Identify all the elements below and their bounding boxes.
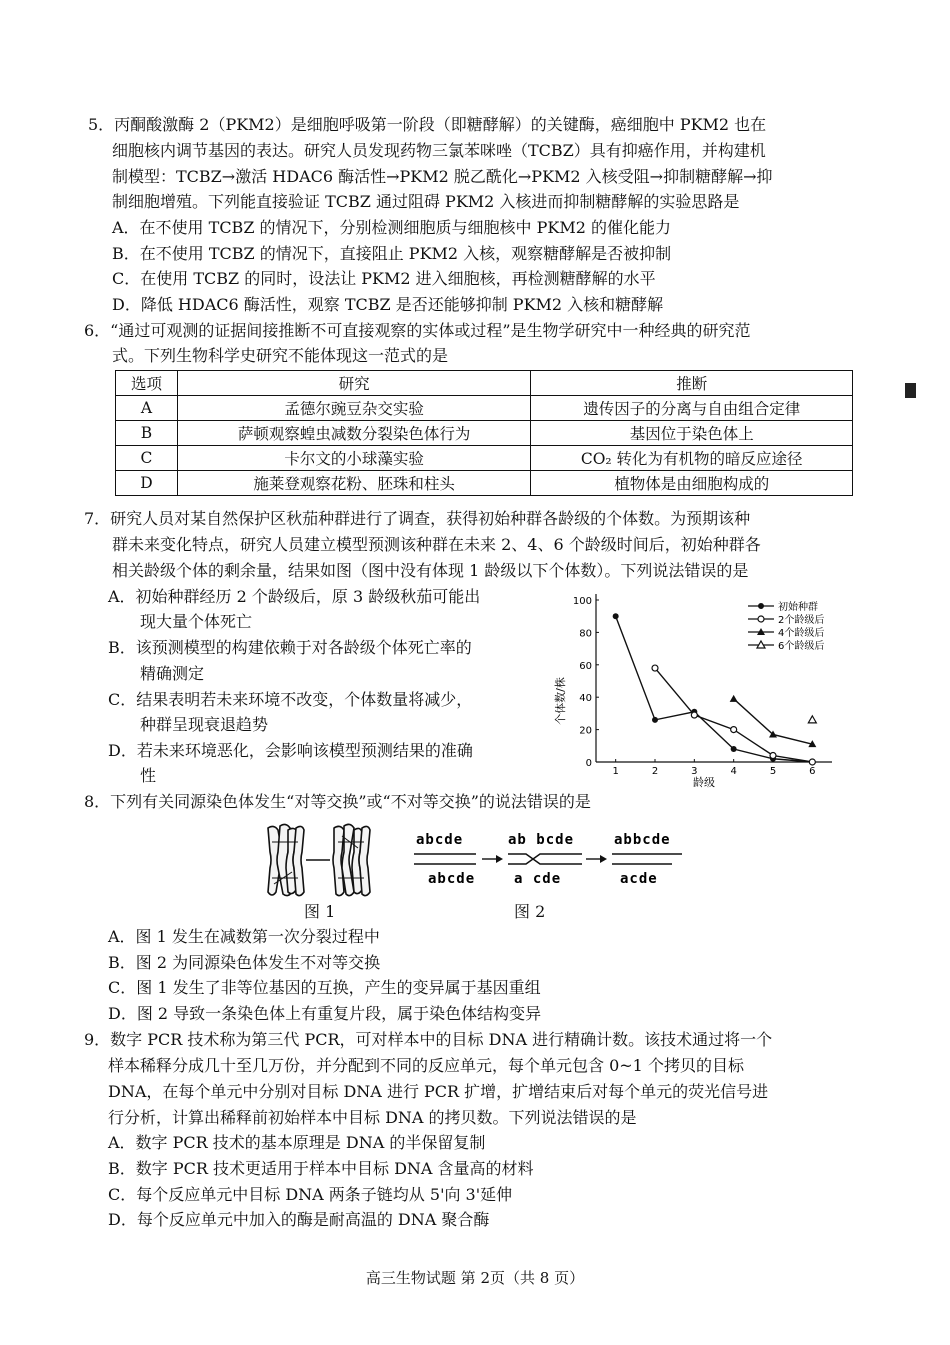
- q7-option-a-cont: 现大量个体死亡: [140, 612, 253, 631]
- q5-stem-line: 5．丙酮酸激酶 2（PKM2）是细胞呼吸第一阶段（即糖酵解）的关键酶，癌细胞中 PKM2 也在: [88, 115, 767, 134]
- data-point: [730, 695, 738, 702]
- q6-stem-line: 式。下列生物科学史研究不能体现这一范式的是: [112, 346, 449, 365]
- q5-stem-line: 制细胞增殖。下列能直接验证 TCBZ 通过阻碍 PKM2 入核进而抑制糖酵解的实验思路是: [112, 192, 740, 211]
- q5-stem-line: 制模型：TCBZ→激活 HDAC6 酶活性→PKM2 脱乙酰化→PKM2 入核受阻→抑制糖酵解→抑: [112, 167, 773, 186]
- x-tick-label: 5: [769, 766, 777, 777]
- q8-option-c: C．图 1 发生了非等位基因的互换，产生的变异属于基因重组: [108, 978, 541, 997]
- legend-label: 初始种群: [778, 602, 818, 613]
- x-tick-label: 2: [651, 766, 659, 777]
- q7-option-c-cont: 种群呈现衰退趋势: [140, 715, 269, 734]
- table-cell: B: [116, 421, 178, 446]
- chart-ylabel: 个体数/株: [554, 677, 567, 725]
- q9-stem-line: DNA，在每个单元中分别对目标 DNA 进行 PCR 扩增，扩增结束后对每个单元的荧光信号进: [108, 1082, 769, 1101]
- fig2-s2-top: ab bcde: [508, 832, 575, 848]
- q7-option-d: D．若未来环境恶化，会影响该模型预测结果的准确: [108, 741, 473, 760]
- legend-label: 4个龄级后: [778, 628, 825, 639]
- arrow-icon: [496, 855, 503, 863]
- q5-option-c: C．在使用 TCBZ 的同时，设法让 PKM2 进入细胞核，再检测糖酵解的水平: [112, 269, 656, 288]
- fig2-s3-bottom: acde: [620, 871, 658, 887]
- table-cell: CO₂ 转化为有机物的暗反应途径: [531, 446, 853, 471]
- data-point: [770, 753, 776, 759]
- table-cell: 遗传因子的分离与自由组合定律: [531, 396, 853, 421]
- q9-option-d: D．每个反应单元中加入的酶是耐高温的 DNA 聚合酶: [108, 1210, 490, 1229]
- q9-stem-line: 样本稀释分成几十至几万份，并分配到不同的反应单元，每个单元包含 0~1 个拷贝的目标: [108, 1056, 744, 1075]
- x-tick-label: 1: [612, 766, 619, 777]
- fig2-s1-top: abcde: [416, 832, 464, 848]
- legend-label: 2个龄级后: [778, 615, 825, 626]
- q8-option-d: D．图 2 导致一条染色体上有重复片段，属于染色体结构变异: [108, 1004, 542, 1023]
- table-cell: 卡尔文的小球藻实验: [177, 446, 531, 471]
- data-point: [731, 746, 737, 752]
- q7-option-a: A．初始种群经历 2 个龄级后，原 3 龄级秋茄可能出: [108, 587, 481, 606]
- q9-stem-line: 行分析，计算出稀释前初始样本中目标 DNA 的拷贝数。下列说法错误的是: [108, 1108, 637, 1127]
- table-cell: 施莱登观察花粉、胚珠和柱头: [177, 471, 531, 496]
- q6-stem-line: 6．“通过可观测的证据间接推断不可直接观察的实体或过程”是生物学研究中一种经典的研究范: [84, 321, 751, 340]
- table-header-cell: 研究: [177, 371, 531, 396]
- table-row: [116, 396, 853, 421]
- y-tick-label: 100: [572, 596, 592, 607]
- q9-stem-line: 9．数字 PCR 技术称为第三代 PCR，可对样本中的目标 DNA 进行精确计数。该技术通过将一个: [84, 1030, 773, 1049]
- q7-option-d-cont: 性: [140, 766, 157, 785]
- y-tick-label: 20: [579, 725, 592, 737]
- table-cell: 孟德尔豌豆杂交实验: [177, 396, 531, 421]
- q8-option-b: B．图 2 为同源染色体发生不对等交换: [108, 953, 381, 972]
- q9-option-c: C．每个反应单元中目标 DNA 两条子链均从 5'向 3'延伸: [108, 1185, 513, 1204]
- q5-option-b: B．在不使用 TCBZ 的情况下，直接阻止 PKM2 入核，观察糖酵解是否被抑制: [112, 244, 672, 263]
- legend-label: 6个龄级后: [778, 641, 825, 652]
- figure-1-chromosomes: [258, 822, 378, 900]
- table-cell: 基因位于染色体上: [531, 421, 853, 446]
- q8-option-a: A．图 1 发生在减数第一次分裂过程中: [108, 927, 380, 946]
- table-row: [116, 446, 853, 471]
- table-header-cell: 推断: [531, 371, 853, 396]
- table-cell: A: [116, 396, 178, 421]
- page-footer: 高三生物试题 第 2页（共 8 页）: [365, 1269, 585, 1287]
- x-tick-label: 3: [691, 766, 698, 777]
- x-tick-label: 4: [730, 766, 737, 777]
- population-chart: [552, 586, 852, 791]
- fig2-s1-bottom: abcde: [428, 871, 476, 887]
- q7-option-c: C．结果表明若未来环境不改变，个体数量将减少，: [108, 690, 473, 709]
- x-tick-label: 6: [809, 766, 816, 777]
- q7-stem-line: 群未来变化特点，研究人员建立模型预测该种群在未来 2、4、6 个龄级时间后，初始种群各: [112, 535, 761, 554]
- y-tick-label: 0: [585, 758, 592, 769]
- table-cell: D: [116, 471, 178, 496]
- figure-2-caption: 图 2: [514, 902, 546, 921]
- table-cell: 植物体是由细胞构成的: [531, 471, 853, 496]
- scan-marker: [905, 383, 916, 398]
- table-cell: 萨顿观察蝗虫减数分裂染色体行为: [177, 421, 531, 446]
- figure-2-exchange: [410, 826, 690, 892]
- q9-option-b: B．数字 PCR 技术更适用于样本中目标 DNA 含量高的材料: [108, 1159, 534, 1178]
- q7-stem-line: 相关龄级个体的剩余量，结果如图（图中没有体现 1 龄级以下个体数）。下列说法错误的是: [112, 561, 749, 580]
- table-row: [116, 471, 853, 496]
- data-point: [808, 716, 816, 723]
- data-point: [613, 613, 619, 619]
- q5-option-a: A．在不使用 TCBZ 的情况下，分别检测细胞质与细胞核中 PKM2 的催化能力: [112, 218, 671, 237]
- data-point: [731, 727, 737, 733]
- data-point: [758, 616, 764, 622]
- data-point: [809, 759, 815, 765]
- q6-table: [115, 370, 853, 496]
- y-tick-label: 80: [579, 628, 592, 640]
- q5-stem-line: 细胞核内调节基因的表达。研究人员发现药物三氯苯咪唑（TCBZ）具有抑癌作用，并构建机: [112, 141, 766, 160]
- arrow-icon: [600, 855, 607, 863]
- chart-xlabel: 龄级: [693, 776, 715, 789]
- table-row: [116, 421, 853, 446]
- figure-1-caption: 图 1: [304, 902, 336, 921]
- table-header-row: [116, 371, 853, 396]
- data-point: [652, 717, 658, 723]
- fig2-s2-bottom: a cde: [514, 871, 562, 887]
- data-point: [652, 665, 658, 671]
- y-tick-label: 60: [579, 660, 592, 672]
- q7-stem-line: 7．研究人员对某自然保护区秋茄种群进行了调查，获得初始种群各龄级的个体数。为预期该种: [84, 509, 751, 528]
- q7-option-b: B．该预测模型的构建依赖于对各龄级个体死亡率的: [108, 638, 472, 657]
- table-header-cell: 选项: [116, 371, 178, 396]
- q7-option-b-cont: 精确测定: [140, 664, 205, 683]
- fig2-s3-top: abbcde: [614, 832, 671, 848]
- q8-stem: 8．下列有关同源染色体发生“对等交换”或“不对等交换”的说法错误的是: [84, 792, 591, 811]
- data-point: [691, 712, 697, 718]
- q5-option-d: D．降低 HDAC6 酶活性，观察 TCBZ 是否还能够抑制 PKM2 入核和糖酵解: [112, 295, 664, 314]
- q9-option-a: A．数字 PCR 技术的基本原理是 DNA 的半保留复制: [108, 1133, 486, 1152]
- table-cell: C: [116, 446, 178, 471]
- data-point: [758, 603, 764, 609]
- y-tick-label: 40: [579, 693, 592, 705]
